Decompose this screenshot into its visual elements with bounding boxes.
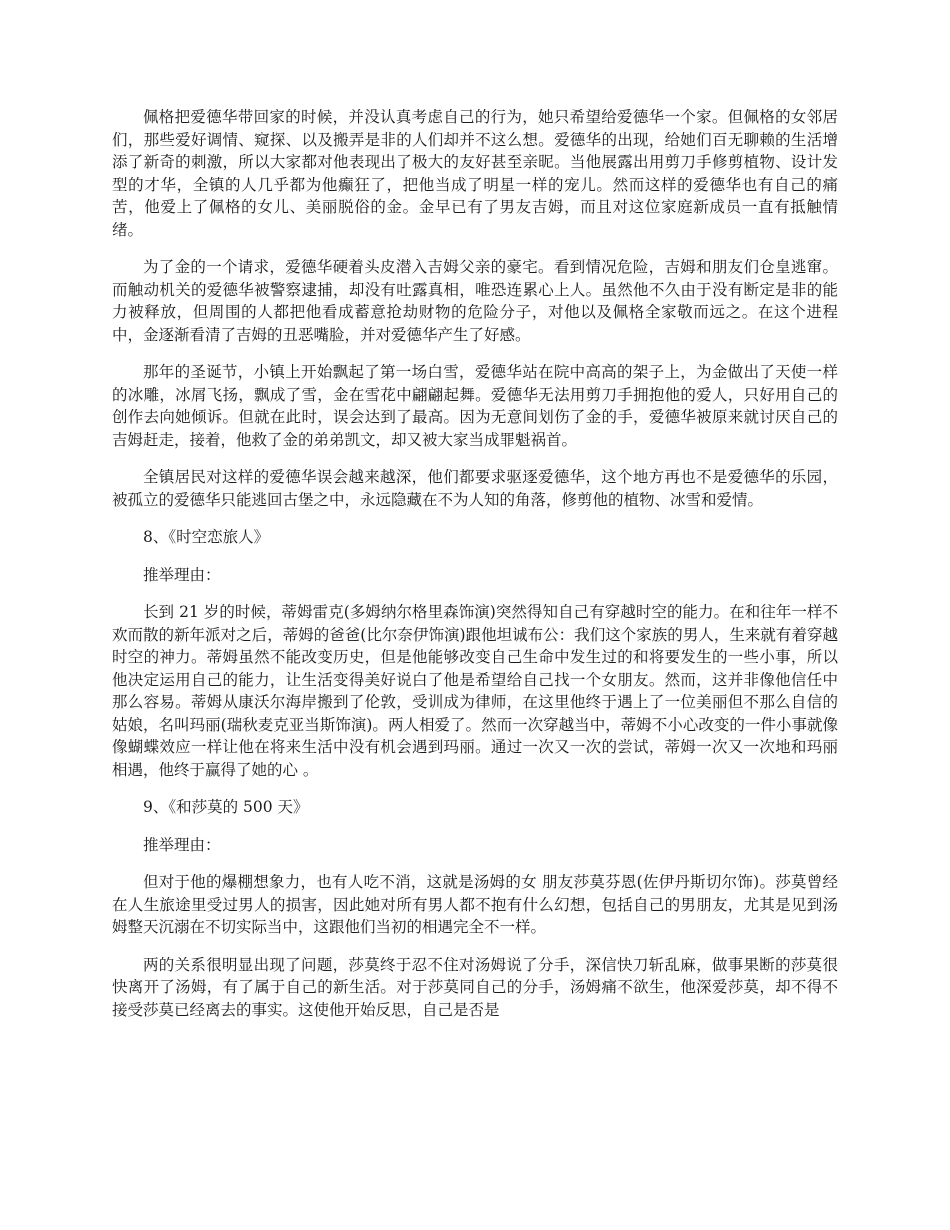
paragraph-jim-mansion: 为了金的一个请求，爱德华硬着头皮潜入吉姆父亲的豪宅。看到情况危险，吉姆和朋友们仓皇逃窜。而触动机关的爱德华被警察逮捕，却没有吐露真相，唯恐连累心上人。虽然他不久由于没有断定是非的能力被释放，但周围的人都把他看成蓄意抢劫财物的危险分子，对他以及佩格全家敬而远之。在这个进程中，金逐渐看清了吉姆的丑恶嘴脸，并对爱德华产生了好感。	[112, 258, 838, 344]
paragraph-christmas: 那年的圣诞节，小镇上开始飘起了第一场白雪，爱德华站在院中高高的架子上，为金做出了天使一样的冰雕，冰屑飞扬，飘成了雪，金在雪花中翩翩起舞。爱德华无法用剪刀手拥抱他的爱人，只好用自己的创作去向她倾诉。但就在此时，误会达到了最高。因为无意间划伤了金的手，爱德华被原来就讨厌自己的吉姆赶走，接着，他救了金的弟弟凯文，却又被大家当成罪魁祸首。	[112, 363, 838, 449]
paragraph-about-time: 长到 21 岁的时候，蒂姆雷克(多姆纳尔格里森饰演)突然得知自己有穿越时空的能力。在和往年一样不欢而散的新年派对之后，蒂姆的爸爸(比尔奈伊饰演)跟他坦诚布公：我们这个家族的男人，生来就有着穿越时空的神力。蒂姆虽然不能改变历史，但是他能够改变自己生命中发生过的和将要发生的一些小事，所以他决定运用自己的能力，让生活变得美好说白了他是希望给自己找一个女朋友。然而，这并非像他信任中那么容易。蒂姆从康沃尔海岸搬到了伦敦，受训成为律师，在这里他终于遇上了一位美丽但不那么自信的姑娘，名叫玛丽(瑞秋麦克亚当斯饰演)。两人相爱了。然而一次穿越当中，蒂姆不小心改变的一件小事就像像蝴蝶效应一样让他在将来生活中没有机会遇到玛丽。通过一次又一次的尝试，蒂姆一次又一次地和玛丽相遇，他终于赢得了她的心 。	[112, 603, 838, 779]
document-page	[112, 106, 838, 1036]
section-heading-8: 8、《时空恋旅人》	[143, 528, 270, 546]
recommend-reason-label-8: 推举理由：	[143, 565, 221, 584]
recommend-reason-label-9: 推举理由：	[143, 835, 221, 854]
paragraph-town-misunderstanding: 全镇居民对这样的爱德华误会越来越深，他们都要求驱逐爱德华，这个地方再也不是爱德华的乐园，被孤立的爱德华只能逃回古堡之中，永远隐藏在不为人知的角落，修剪他的植物、冰雪和爱情。	[112, 468, 838, 509]
paragraph-edward-home: 佩格把爱德华带回家的时候，并没认真考虑自己的行为，她只希望给爱德华一个家。但佩格的女邻居们，那些爱好调情、窥探、以及搬弄是非的人们却并不这么想。爱德华的出现，给她们百无聊赖的生活增添了新奇的刺激，所以大家都对他表现出了极大的友好甚至亲昵。当他展露出用剪刀手修剪植物、设计发型的才华，全镇的人几乎都为他癫狂了，把他当成了明星一样的宠儿。然而这样的爱德华也有自己的痛苦，他爱上了佩格的女儿、美丽脱俗的金。金早已有了男友吉姆，而且对这位家庭新成员一直有抵触情绪。	[112, 108, 838, 239]
paragraph-summer-imagination: 但对于他的爆棚想象力，也有人吃不消，这就是汤姆的女 朋友莎莫芬恩(佐伊丹斯切尔饰)。莎莫曾经在人生旅途里受过男人的损害，因此她对所有男人都不抱有什么幻想，包括自己的男朋友，尤其是见到汤姆整天沉溺在不切实际当中，这跟他们当初的相遇完全不一样。	[112, 873, 838, 936]
section-heading-9: 9、《和莎莫的 500 天》	[143, 798, 309, 816]
paragraph-breakup: 两的关系很明显出现了问题，莎莫终于忍不住对汤姆说了分手，深信快刀斩乱麻，做事果断的莎莫很快离开了汤姆，有了属于自己的新生活。对于莎莫同自己的分手，汤姆痛不欲生，他深爱莎莫，却不得不接受莎莫已经离去的事实。这使他开始反思，自己是否是	[112, 955, 838, 1019]
